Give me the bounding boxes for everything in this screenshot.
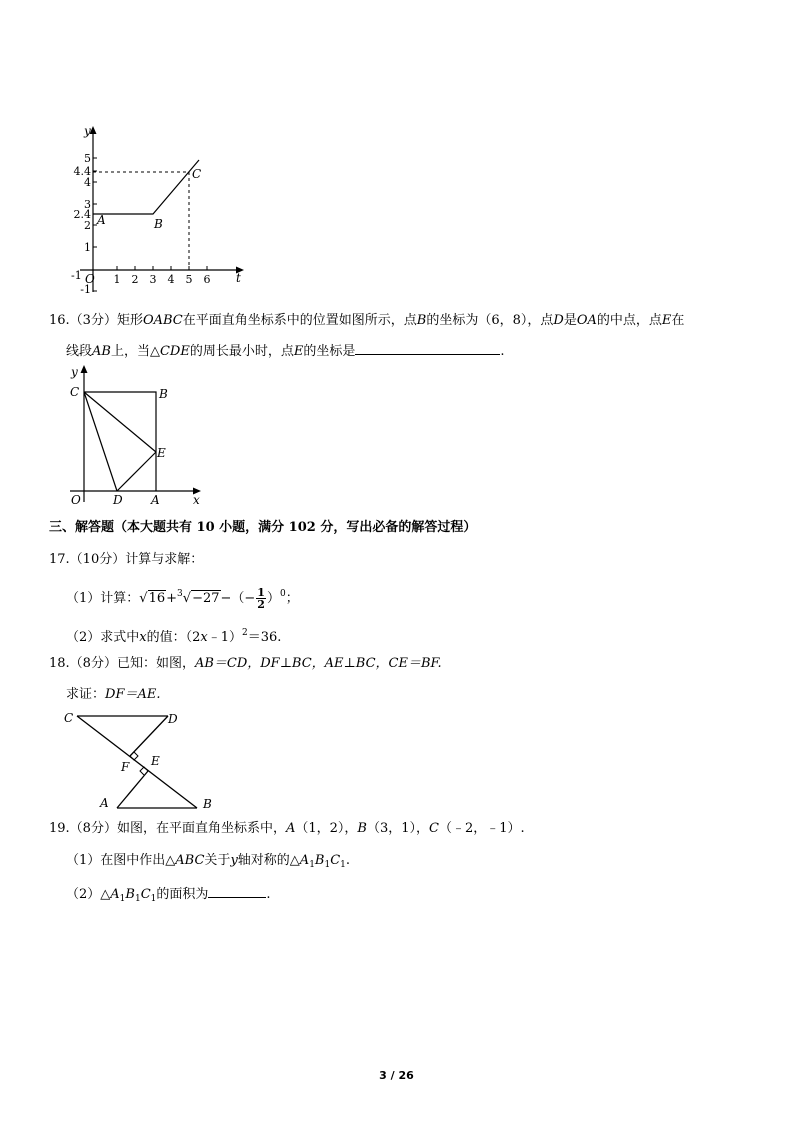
x-tick-6: 6 <box>203 273 211 286</box>
point-a-label: A <box>100 796 109 810</box>
y-label: y <box>71 365 78 379</box>
point-b-label: B <box>154 217 163 231</box>
q15-graph <box>60 120 250 300</box>
point-c-label: C <box>70 385 80 399</box>
q18-line2: 求证：DF＝AE. <box>66 687 161 702</box>
fraction-one-half: $\frac{1}{2}$ <box>257 586 265 611</box>
point-d-label: D <box>113 493 123 507</box>
q16-line2: 线段AB上，当△CDE的周长最小时，点E的坐标是 . <box>66 344 505 359</box>
y-tick-4.4: 4.4 <box>73 165 91 178</box>
x-label: x <box>193 493 200 507</box>
y-tick-2.4: 2.4 <box>73 208 91 221</box>
segment-cb <box>77 716 197 808</box>
answer-blank[interactable] <box>208 885 266 898</box>
origin-label: O <box>85 272 95 286</box>
segment-ae <box>117 771 148 808</box>
x-tick-neg1: -1 <box>71 269 82 282</box>
q18-line1: 18.（8分）已知：如图，AB＝CD，DF⊥BC，AE⊥BC，CE＝BF. <box>49 656 442 671</box>
segment-cd <box>84 392 117 491</box>
section-3-heading: 三、解答题（本大题共有 10 小题，满分 102 分，写出必备的解答过程） <box>49 520 477 535</box>
x-tick-3: 3 <box>149 273 157 286</box>
point-f-label: F <box>121 760 130 774</box>
q18-graph <box>60 705 230 815</box>
point-e-label: E <box>151 754 160 768</box>
q17-part2: （2）求式中x的值：（2x﹣1）$^2$＝36. <box>66 628 282 645</box>
q16-line1: 16.（3分）矩形OABC在平面直角坐标系中的位置如图所示，点B的坐标为（6，8），点D是OA的中点，点E在 <box>49 313 685 328</box>
x-axis-label: t <box>236 271 241 285</box>
point-c-label: C <box>192 167 202 181</box>
y-axis-arrow-icon <box>81 365 88 373</box>
x-tick-4: 4 <box>167 273 175 286</box>
point-a-label: A <box>151 493 160 507</box>
answer-blank[interactable] <box>355 342 500 355</box>
y-tick-neg1: -1 <box>80 283 91 296</box>
y-axis-label: y <box>84 124 91 138</box>
point-b-label: B <box>159 387 168 401</box>
y-tick-5: 5 <box>84 152 91 165</box>
rectangle-oabc <box>84 392 156 491</box>
y-tick-1: 1 <box>84 241 91 254</box>
origin-label: O <box>71 493 81 507</box>
right-angle-mark-e <box>140 767 148 775</box>
point-c-label: C <box>64 711 74 725</box>
page-number: 3 / 26 <box>379 1069 414 1082</box>
q19-line1: 19.（8分）如图，在平面直角坐标系中，A（1，2），B（3，1），C（﹣2，﹣1）. <box>49 821 525 836</box>
point-d-label: D <box>168 712 178 726</box>
x-tick-1: 1 <box>113 273 121 286</box>
q17-title: 17.（10分）计算与求解： <box>49 552 204 567</box>
graph-line <box>93 160 202 214</box>
q19-part2: $(2)\triangle A_1B_1C_1$的面积为 . <box>66 887 271 904</box>
q17-part1: （1）计算：√16+$^3$√−27−（− $\frac{1}{2}$ ）$^0$； <box>66 586 299 611</box>
point-e-label: E <box>157 446 166 460</box>
q19-part1: （1）在图中作出△ABC关于y轴对称的$\triangle A_1B_1C_1$. <box>66 853 351 870</box>
segment-ce <box>84 392 156 452</box>
right-angle-mark-f <box>130 752 138 760</box>
y-tick-4: 4 <box>84 176 91 189</box>
point-a-label: A <box>97 213 106 227</box>
point-b-label: B <box>203 797 212 811</box>
y-tick-2: 2 <box>84 219 91 232</box>
x-tick-2: 2 <box>131 273 139 286</box>
x-tick-5: 5 <box>185 273 193 286</box>
q16-graph <box>60 362 210 507</box>
segment-de <box>117 452 156 491</box>
segment-df <box>130 716 168 756</box>
y-tick-3: 3 <box>84 198 91 211</box>
